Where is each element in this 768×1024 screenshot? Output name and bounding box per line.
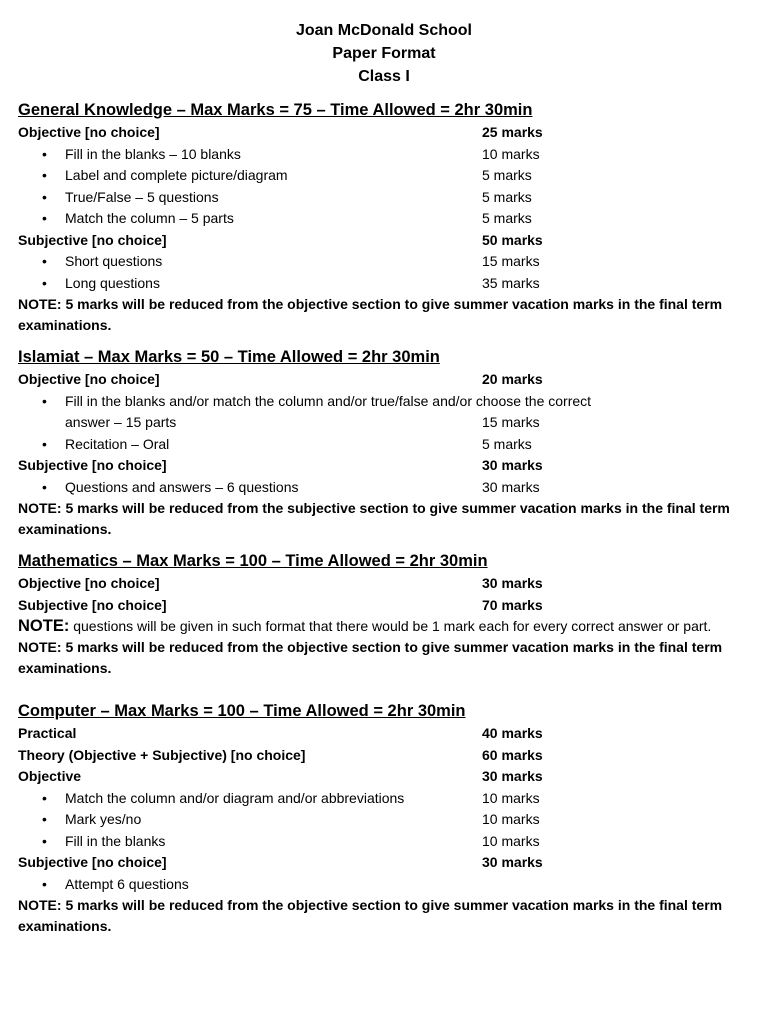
row-marks: 20 marks <box>482 371 543 387</box>
list-item <box>18 809 748 831</box>
item-marks: 15 marks <box>482 253 540 269</box>
bullet-icon: • <box>42 435 47 452</box>
item-marks: 10 marks <box>482 145 540 162</box>
item-label: Label and complete picture/diagram <box>65 167 288 183</box>
objective-row <box>18 573 748 595</box>
item-label: Recitation – Oral <box>65 435 170 452</box>
row-marks: 40 marks <box>482 725 543 741</box>
item-marks: 5 marks <box>482 435 532 452</box>
section-islamiat <box>18 346 748 540</box>
row-label: Objective <box>18 768 82 784</box>
item-marks: 5 marks <box>482 167 532 183</box>
row-label: Subjective [no choice] <box>18 231 167 248</box>
class-label: Class I <box>358 68 410 85</box>
list-item <box>18 144 748 166</box>
item-marks: 30 marks <box>482 478 540 495</box>
item-label: True/False – 5 questions <box>65 188 219 205</box>
item-marks: 10 marks <box>482 832 540 849</box>
subjective-row <box>18 595 748 617</box>
row-label: Objective [no choice] <box>18 371 160 387</box>
section-note: NOTE: 5 marks will be reduced from the objective section to give summer vacation marks in the final term examinations. <box>18 897 723 934</box>
document-content <box>18 99 748 947</box>
bullet-icon: • <box>42 789 47 806</box>
bullet-icon: • <box>42 832 47 849</box>
bullet-icon: • <box>42 811 47 827</box>
row-marks: 25 marks <box>482 124 543 140</box>
theory-row <box>18 745 748 767</box>
bullet-icon: • <box>42 875 47 892</box>
bullet-icon: • <box>42 478 47 495</box>
list-item <box>18 788 748 810</box>
school-name: Joan McDonald School <box>295 22 472 39</box>
practical-row <box>18 723 748 745</box>
row-marks: 50 marks <box>482 231 543 248</box>
item-label-line1: Fill in the blanks and/or match the column and/or true/false and/or choose the correct <box>65 392 592 409</box>
row-label: Subjective [no choice] <box>18 457 167 473</box>
section-computer <box>18 700 748 937</box>
row-label: Subjective [no choice] <box>18 596 167 613</box>
bullet-icon: • <box>42 167 47 183</box>
section-note: NOTE: 5 marks will be reduced from the subjective section to give summer vacation marks in the final term examinations. <box>18 500 730 537</box>
document-header <box>0 0 768 88</box>
item-label: Fill in the blanks – 10 blanks <box>65 145 241 162</box>
item-label: Short questions <box>65 253 163 269</box>
objective-row <box>18 766 748 788</box>
section-heading: General Knowledge – Max Marks = 75 – Time Allowed = 2hr 30min <box>18 101 533 119</box>
item-label: Match the column – 5 parts <box>65 210 234 226</box>
list-item <box>18 273 748 295</box>
item-label: Mark yes/no <box>65 811 142 827</box>
row-label: Subjective [no choice] <box>18 854 167 870</box>
list-item <box>18 165 748 187</box>
list-item <box>18 831 748 853</box>
list-item <box>18 874 748 896</box>
row-label: Objective [no choice] <box>18 124 160 140</box>
bullet-icon: • <box>42 145 47 162</box>
list-item <box>18 434 748 456</box>
list-item <box>18 187 748 209</box>
bullet-icon: • <box>42 274 47 291</box>
item-label: Fill in the blanks <box>65 832 166 849</box>
subjective-row <box>18 455 748 477</box>
subjective-row <box>18 230 748 252</box>
bullet-icon: • <box>42 253 47 269</box>
item-marks: 5 marks <box>482 188 532 205</box>
subjective-row <box>18 852 748 874</box>
row-marks: 70 marks <box>482 596 543 613</box>
item-label: Long questions <box>65 274 160 291</box>
row-marks: 30 marks <box>482 854 543 870</box>
list-item <box>18 391 748 434</box>
row-label: Theory (Objective + Subjective) [no choice] <box>18 746 306 763</box>
item-label-line2: answer – 15 parts <box>65 414 177 430</box>
document-title: Paper Format <box>332 45 436 62</box>
section-note: NOTE: 5 marks will be reduced from the objective section to give summer vacation marks in the final term examinations. <box>18 296 723 333</box>
section-heading: Mathematics – Max Marks = 100 – Time Allowed = 2hr 30min <box>18 552 488 570</box>
note-lead: NOTE: <box>18 617 70 635</box>
row-label: Practical <box>18 725 77 741</box>
list-item <box>18 251 748 273</box>
item-marks <box>482 874 748 896</box>
bullet-icon: • <box>42 210 47 226</box>
row-marks: 30 marks <box>482 768 543 784</box>
section-heading: Computer – Max Marks = 100 – Time Allowed = 2hr 30min <box>18 702 466 720</box>
bullet-icon: • <box>42 392 47 409</box>
item-marks: 5 marks <box>482 210 532 226</box>
objective-row <box>18 369 748 391</box>
item-marks: 35 marks <box>482 274 540 291</box>
list-item <box>18 477 748 499</box>
row-label: Objective [no choice] <box>18 575 160 591</box>
note-text: questions will be given in such format that there would be 1 mark each for every correct answer or part. <box>69 618 712 634</box>
item-label: Match the column and/or diagram and/or abbreviations <box>65 789 405 806</box>
item-label: Attempt 6 questions <box>65 875 189 892</box>
item-marks: 15 marks <box>482 414 540 430</box>
objective-row <box>18 122 748 144</box>
row-marks: 60 marks <box>482 746 543 763</box>
section-mathematics <box>18 550 748 679</box>
list-item <box>18 208 748 230</box>
item-marks: 10 marks <box>482 811 540 827</box>
section-general-knowledge <box>18 99 748 336</box>
bullet-icon: • <box>42 188 47 205</box>
row-marks: 30 marks <box>482 457 543 473</box>
item-label: Questions and answers – 6 questions <box>65 478 299 495</box>
item-marks: 10 marks <box>482 789 540 806</box>
section-note: NOTE: 5 marks will be reduced from the objective section to give summer vacation marks in the final term examinations. <box>18 639 723 676</box>
row-marks: 30 marks <box>482 575 543 591</box>
section-note-format <box>18 616 748 637</box>
section-heading: Islamiat – Max Marks = 50 – Time Allowed = 2hr 30min <box>18 348 440 366</box>
